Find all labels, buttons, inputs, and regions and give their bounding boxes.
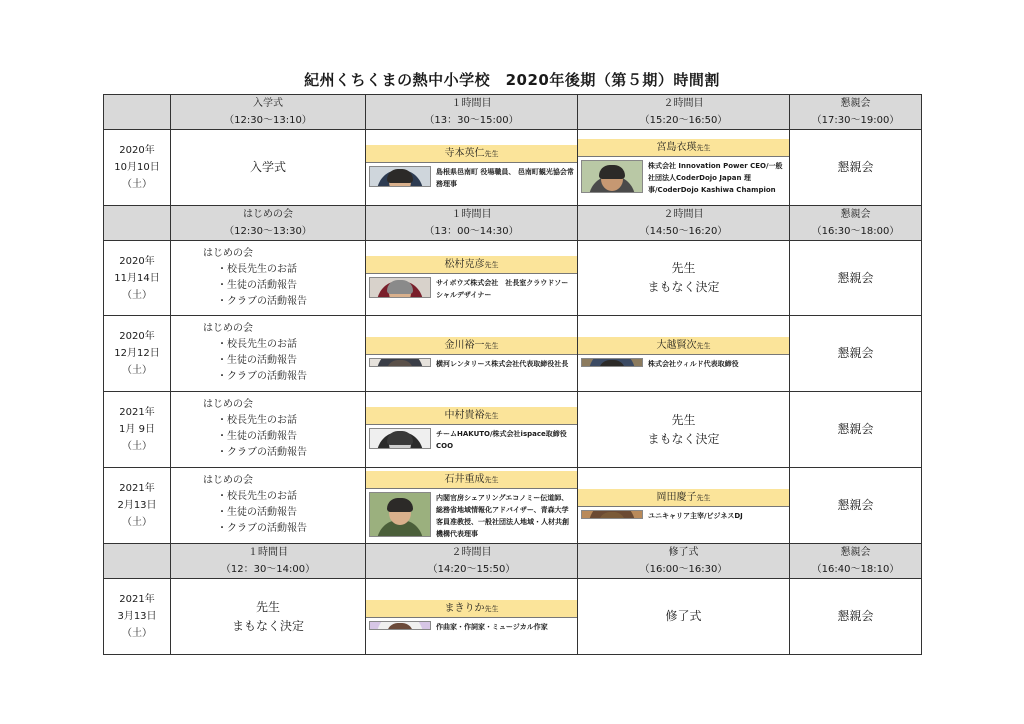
header-cell: １時間目 （13：00～14:30） — [366, 206, 578, 241]
teacher-name: 金川裕一先生 — [366, 337, 577, 355]
header-label: ２時間目 — [663, 98, 704, 109]
teacher-description: サイボウズ株式会社 社長室クラウドソーシャルデザイナー — [436, 278, 569, 299]
header-blank — [104, 206, 171, 241]
teacher-description: 株式会社 Innovation Power CEO/一般社団法人CoderDojo Japan 理事/CoderDojo Kashiwa Champion — [648, 162, 783, 194]
teacher-name: 寺本英仁先生 — [366, 145, 577, 163]
teacher-description: 横河レンタリース株式会社代表取締役社長 — [436, 360, 569, 368]
schedule-row — [104, 468, 922, 544]
party-cell: 懇親会 — [790, 130, 922, 206]
teacher-description: ユニキャリア主宰/ビジネスDJ — [648, 512, 743, 520]
header-label: 入学式 — [253, 98, 283, 109]
header-cell: はじめの会 （12:30～13:30） — [171, 206, 366, 241]
header-cell: １時間目 （12：30～14:00） — [171, 544, 366, 579]
header-cell — [578, 95, 790, 130]
teacher-description: 株式会社ウィルド代表取締役 — [648, 360, 739, 368]
header-time: （15:20～16:50） — [639, 115, 728, 126]
teacher-photo — [369, 492, 431, 537]
teacher-name: 宮島衣瑛先生 — [578, 139, 789, 157]
schedule-row — [104, 392, 922, 468]
teacher-name: 岡田慶子先生 — [578, 489, 789, 507]
header-time: （17:30～19:00） — [811, 115, 900, 126]
teacher-name: 中村貴裕先生 — [366, 407, 577, 425]
header-label: １時間目 — [451, 98, 492, 109]
teacher-photo — [369, 621, 431, 630]
header-time: （12:30～13:10） — [224, 115, 312, 126]
teacher-photo — [581, 160, 643, 193]
header-label: 懇親会 — [840, 98, 871, 109]
header-cell — [366, 95, 578, 130]
header-cell: 懇親会 （16:40～18:10） — [790, 544, 922, 579]
teacher-cell — [578, 130, 790, 206]
date-cell: 2020年 10月10日 （土） — [104, 130, 171, 206]
teacher-description: 内閣官房シェアリングエコノミー伝道師、総務省地域情報化アドバイザー、青森大学客員准教授、一般社団法人地域・人材共創機構代表理事 — [436, 494, 569, 538]
date-cell: 2021年 1月 9日 （土） — [104, 392, 171, 468]
teacher-description: 島根県邑南町 役場職員、 邑南町観光協会常務理事 — [436, 168, 574, 188]
closing-ceremony-cell: 修了式 — [578, 579, 790, 655]
tbd-cell: 先生 まもなく決定 — [171, 579, 366, 655]
teacher-photo — [369, 358, 431, 367]
tbd-cell: 先生 まもなく決定 — [578, 241, 790, 316]
date-cell: 2021年 3月13日 （土） — [104, 579, 171, 655]
tbd-cell: 先生 まもなく決定 — [578, 392, 790, 468]
teacher-cell — [366, 468, 578, 544]
teacher-photo — [369, 277, 431, 298]
schedule-row — [104, 579, 922, 655]
teacher-photo — [581, 510, 643, 519]
teacher-name: 大越賢次先生 — [578, 337, 789, 355]
party-cell: 懇親会 — [790, 579, 922, 655]
date-cell: 2020年 12月12日 （土） — [104, 316, 171, 392]
party-cell: 懇親会 — [790, 392, 922, 468]
teacher-cell — [578, 316, 790, 392]
teacher-name: まきりか先生 — [366, 600, 577, 618]
schedule-row — [104, 130, 922, 206]
teacher-description: チームHAKUTO/株式会社ispace取締役COO — [436, 430, 567, 450]
header-cell — [790, 95, 922, 130]
teacher-cell — [366, 316, 578, 392]
header-cell: ２時間目 （14:20～15:50） — [366, 544, 578, 579]
teacher-cell — [366, 130, 578, 206]
header-row — [104, 206, 922, 241]
header-cell — [171, 95, 366, 130]
schedule-row — [104, 316, 922, 392]
timetable — [103, 94, 922, 655]
teacher-cell — [366, 392, 578, 468]
header-blank — [104, 544, 171, 579]
date-cell: 2020年 11月14日 （土） — [104, 241, 171, 316]
teacher-cell — [578, 468, 790, 544]
header-cell: ２時間目 （14:50～16:20） — [578, 206, 790, 241]
page-title: 紀州くちくまの熱中小学校 2020年後期（第５期）時間割 — [304, 71, 720, 89]
schedule-row — [104, 241, 922, 316]
header-cell: 懇親会 （16:30～18:00） — [790, 206, 922, 241]
party-cell: 懇親会 — [790, 316, 922, 392]
party-cell: 懇親会 — [790, 241, 922, 316]
teacher-description: 作曲家・作詞家・ミュージカル作家 — [436, 623, 548, 631]
agenda-cell: はじめの会 ・校長先生のお話 ・生徒の活動報告 ・クラブの活動報告 — [171, 392, 366, 468]
header-blank — [104, 95, 171, 130]
agenda-cell: はじめの会 ・校長先生のお話 ・生徒の活動報告 ・クラブの活動報告 — [171, 468, 366, 544]
teacher-cell — [366, 579, 578, 655]
agenda-cell: はじめの会 ・校長先生のお話 ・生徒の活動報告 ・クラブの活動報告 — [171, 241, 366, 316]
teacher-name: 松村克彦先生 — [366, 256, 577, 274]
header-row — [104, 544, 922, 579]
header-time: （13：30～15:00） — [424, 115, 519, 126]
date-cell: 2021年 2月13日 （土） — [104, 468, 171, 544]
teacher-cell — [366, 241, 578, 316]
teacher-photo — [581, 358, 643, 367]
header-row — [104, 95, 922, 130]
ceremony-cell: 入学式 — [171, 130, 366, 206]
teacher-name: 石井重成先生 — [366, 471, 577, 489]
header-cell: 修了式 （16:00～16:30） — [578, 544, 790, 579]
party-cell: 懇親会 — [790, 468, 922, 544]
teacher-photo — [369, 166, 431, 187]
teacher-photo — [369, 428, 431, 449]
agenda-cell: はじめの会 ・校長先生のお話 ・生徒の活動報告 ・クラブの活動報告 — [171, 316, 366, 392]
